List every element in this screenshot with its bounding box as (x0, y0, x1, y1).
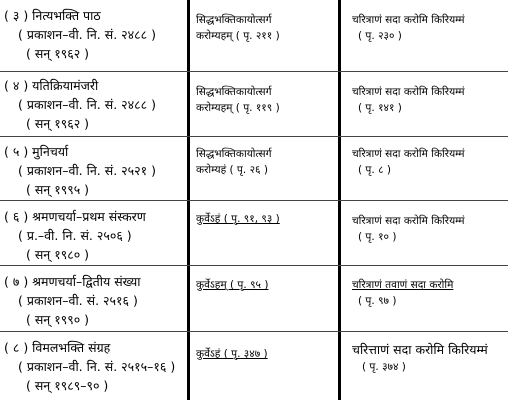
reference-line: करोम्यहं ( पृ. २६ ) (196, 164, 268, 176)
book-title: ( ६ ) श्रमणचर्या–प्रथम संस्करण (4, 209, 146, 224)
reference-cell (196, 277, 336, 293)
book-cell (4, 76, 182, 133)
quote-line: चरित्राणं सदा करोमि किरियम्मं (352, 215, 465, 227)
book-cell (4, 338, 182, 395)
publication-info: ( प्रकाशन–वी. नि. सं. २४८८ ) (18, 27, 156, 42)
publication-year: ( सन् १९६२ ) (26, 116, 90, 131)
page-reference: ( पृ. ३७४ ) (362, 361, 406, 373)
book-title: ( ७ ) श्रमणचर्या–द्वितीय संख्या (4, 274, 141, 289)
row-separator (0, 331, 508, 332)
reference-line: करोम्यहम् ( पृ. २११ ) (196, 30, 280, 42)
reference-cell (196, 12, 336, 44)
reference-cell (196, 84, 336, 116)
reference-line: कुर्वेऽहं ( पृ. ३४७ ) (196, 348, 268, 360)
reference-cell (196, 146, 336, 178)
book-title: ( ४ ) यतिक्रियामंजरी (4, 78, 99, 93)
publication-info: ( प्रकाशन–वी. नि. सं. २४८८ ) (18, 97, 156, 112)
publication-year: ( सन् १९८९–९० ) (26, 378, 109, 393)
book-title: ( ८ ) विमलभक्ति संग्रह (4, 340, 111, 355)
reference-line: कुर्वेऽहं ( पृ. ९१, ९३ ) (196, 213, 280, 225)
quote-line: चरित्राणं सदा करोमि किरियम्मं (352, 86, 465, 98)
page-reference: ( पृ. ८ ) (358, 164, 391, 176)
page-reference: ( पृ. १० ) (358, 231, 397, 243)
publication-info: ( प्रकाशन–वी. सं. २५१६ ) (18, 293, 138, 308)
publication-info: ( प्रकाशन–वी. नि. सं. २५२१ ) (18, 163, 156, 178)
quote-line: चरित्राणं सदा करोमि किरियम्मं (352, 148, 465, 160)
publication-info: ( प्र.–वी. नि. सं. २५०६ ) (18, 228, 132, 243)
row-separator (0, 71, 508, 72)
page-reference: ( पृ. २३० ) (358, 30, 402, 42)
publication-year: ( सन् १९९० ) (26, 312, 90, 327)
book-title: ( ३ ) नित्यभक्ति पाठ (4, 8, 101, 23)
publication-year: ( सन् १९८० ) (26, 247, 90, 262)
reference-line: सिद्धभक्तिकायोत्सर्ग (196, 14, 272, 26)
reference-cell (196, 211, 336, 227)
book-cell (4, 272, 182, 329)
publication-year: ( सन् १९६२ ) (26, 46, 90, 61)
publication-info: ( प्रकाशन–वी. नि. सं. २५१५–१६ ) (18, 359, 176, 374)
reference-line: करोम्यहम् ( पृ. ११९ ) (196, 102, 280, 114)
book-title: ( ५ ) मुनिचर्या (4, 144, 69, 159)
quote-cell (352, 12, 504, 44)
page-reference: ( पृ. १४१ ) (358, 102, 402, 114)
quote-cell (352, 340, 504, 375)
row-separator (0, 200, 508, 201)
quote-line: चरित्राणं सदा करोमि किरियम्मं (352, 14, 465, 26)
row-separator (0, 136, 508, 137)
page-reference: ( पृ. ९७ ) (358, 295, 397, 307)
reference-line: सिद्धभक्तिकायोत्सर्ग (196, 148, 272, 160)
quote-cell (352, 84, 504, 116)
quote-cell (352, 213, 504, 245)
book-cell (4, 142, 182, 199)
reference-cell (196, 346, 336, 362)
quote-cell (352, 146, 504, 178)
quote-cell (352, 277, 504, 309)
reference-line: सिद्धभक्तिकायोत्सर्ग (196, 86, 272, 98)
book-cell (4, 207, 182, 264)
publication-year: ( सन् १९९५ ) (26, 182, 90, 197)
row-separator (0, 265, 508, 266)
quote-line: चरित्राणं तवाणं सदा करोमि (352, 279, 454, 291)
reference-line: कुर्वेऽहम् ( पृ. ९५ ) (196, 279, 269, 291)
quote-line: चरित्ताणं सदा करोमि किरियम्मं (352, 342, 488, 357)
book-cell (4, 6, 182, 63)
